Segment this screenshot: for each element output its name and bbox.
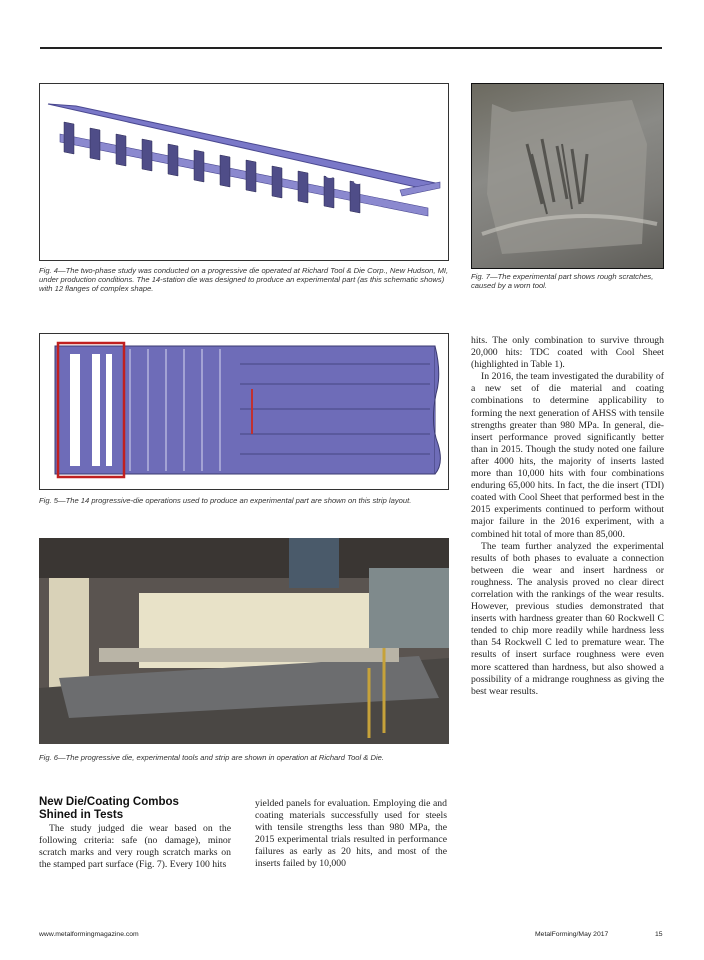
footer-website: www.metalformingmagazine.com [39, 931, 139, 938]
column-3-paragraph-2: In 2016, the team investigated the durability of a new set of die material and coating combinations to determine applicability to forming the next generation of AHSS with tensile strengths greater than 980 MPa. In general, die-insert performance proved significantly better than in 2015. Though the study noted one failure after 4000 hits, the majority of inserts lasted more than 10,000 hits with four combinations enduring 65,000 hits. In fact, the die insert (TDI) coated with Cool Sheet that performed best in the 2015 experiments continued to perform without major failure in the 2016 experiment, with a combined hit total of more than 85,000. [471, 371, 664, 540]
column-3-paragraph-3: The team further analyzed the experimental results of both phases to evaluate a connection between die wear and insert hardness or roughness. The analysis proved no clear direct correlation with the rankings of the wear results. However, previous studies demonstrated that inserts with hardness greater than 60 Rockwell C tended to chip more readily while hardness less than 54 Rockwell C led to premature wear. The results of insert surface roughness were even more scattered than hardness, but also showed a possibility of a midrange roughness as giving the best wear results. [471, 540, 664, 697]
fig7-caption: Fig. 7—The experimental part shows rough scratches, caused by a worn tool. [471, 272, 654, 291]
fig4-die-schematic [39, 83, 449, 261]
column-3-paragraph-1: hits. The only combination to survive through 20,000 hits: TDC coated with Cool Sheet (highlighted in Table 1). [471, 335, 664, 371]
fig5-caption: Fig. 5—The 14 progressive-die operations used to produce an experimental part are shown on this strip layout. [39, 496, 412, 505]
fig5-strip-layout [39, 333, 449, 490]
top-rule [40, 47, 662, 49]
fig7-scratch-marks [472, 84, 663, 268]
fig6-press-photo [39, 538, 449, 744]
fig7-worn-part-photo [471, 83, 664, 269]
footer-issue: MetalForming/May 2017 [535, 931, 609, 938]
section-heading: New Die/Coating Combos Shined in Tests [39, 796, 179, 821]
column-1-paragraph: The study judged die wear based on the following criteria: safe (no damage), minor scratch marks and very rough scratch marks on the stamped part surface (Fig. 7). Every 100 hits [39, 823, 231, 871]
column-3 [471, 335, 664, 698]
fig6-caption: Fig. 6—The progressive die, experimental tools and strip are shown in operation at Richard Tool & Die. [39, 753, 384, 762]
column-1 [39, 823, 231, 871]
column-2-paragraph: yielded panels for evaluation. Employing die and coating materials successfully used for steels with tensile strengths less than 980 MPa, the 2015 experimental trials resulted in performance failures as early as 20 hits, and most of the inserts failed by 10,000 [255, 798, 447, 870]
fig6-photo-drawing [39, 538, 449, 744]
fig4-schematic-drawing [40, 84, 448, 260]
footer-page-number: 15 [655, 931, 663, 938]
fig4-caption: Fig. 4—The two-phase study was conducted on a progressive die operated at Richard Tool & Die Corp., New Hudson, MI, under production conditions. The 14-station die was designed to produce an experimental part (as this schematic shows) with 12 flanges of complex shape. [39, 266, 449, 294]
fig5-strip-drawing [40, 334, 448, 489]
column-2 [255, 798, 447, 871]
